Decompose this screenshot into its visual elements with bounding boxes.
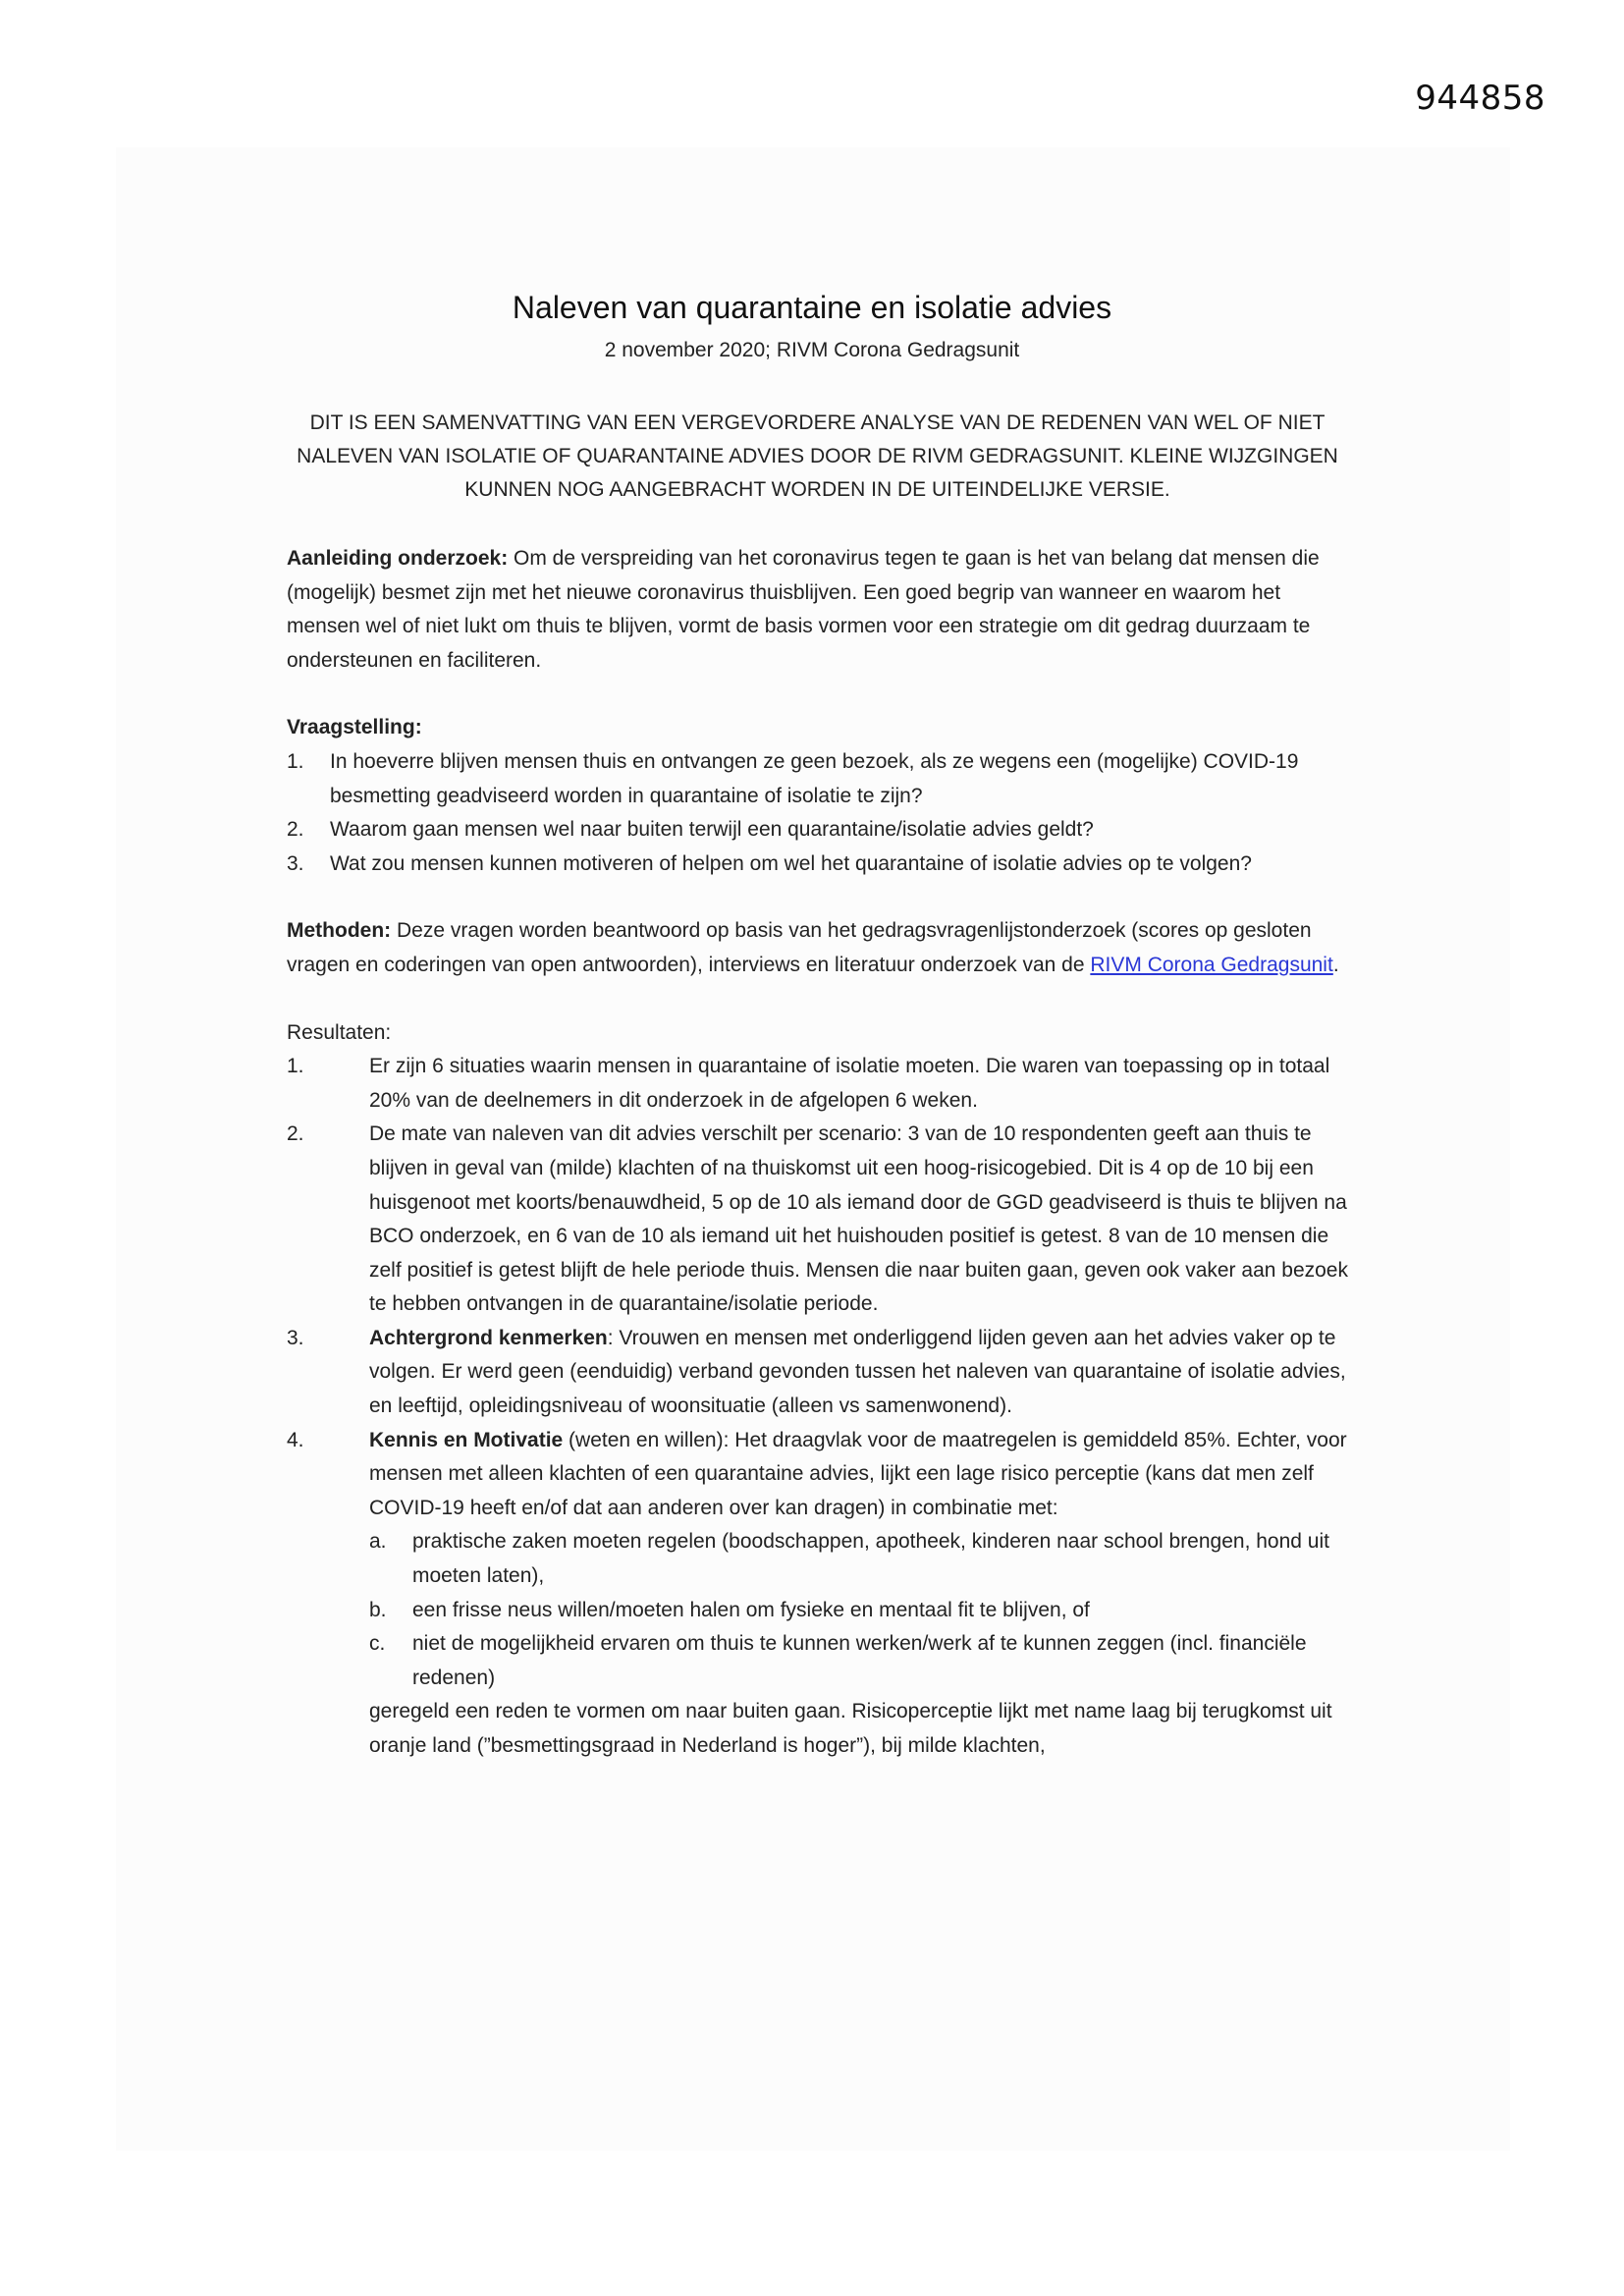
result-number: 1. — [287, 1055, 304, 1078]
list-item — [287, 745, 1357, 813]
sub-list-item — [369, 1594, 1357, 1628]
sub-list-letter: a. — [369, 1530, 387, 1554]
sub-list-letter: b. — [369, 1598, 387, 1621]
sub-list-item — [369, 1525, 1357, 1593]
methoden-end: . — [1332, 953, 1339, 976]
list-number: 1. — [287, 749, 304, 773]
result-number: 3. — [287, 1326, 304, 1349]
list-text: In hoeverre blijven mensen thuis en ontvangen ze geen bezoek, als ze wegens een (mogelijke) COVID-19 besmetting geadviseerd worden in quarantaine of isolatie te zijn? — [330, 749, 1299, 807]
sub-list-item — [369, 1627, 1357, 1695]
sub-list-letter: c. — [369, 1632, 386, 1656]
result-continuation: geregeld een reden te vormen om naar buiten gaan. Risicoperceptie lijkt met name laag bij terugkomst uit oranje land (”besmettingsgraad in Nederland is hoger”), bij milde klachten, — [369, 1700, 1332, 1757]
result-item — [287, 1322, 1357, 1424]
vraagstelling-heading: Vraagstelling: — [287, 716, 422, 739]
result-label: Achtergrond kenmerken — [369, 1326, 608, 1349]
document-number: 944858 — [1415, 79, 1545, 118]
result-text: (weten en willen): Het draagvlak voor de maatregelen is gemiddeld 85%. Echter, voor mensen met alleen klachten of een quarantaine advies, lijkt een lage risico perceptie (kans dat men zelf COVID-19 heeft en/of dat aan anderen over kan dragen) in combinatie met: — [369, 1428, 1347, 1519]
result-item — [287, 1424, 1357, 1764]
vraagstelling-list — [287, 745, 1357, 881]
result-label: Kennis en Motivatie — [369, 1428, 564, 1451]
summary-notice: DIT IS EEN SAMENVATTING VAN EEN VERGEVORDERE ANALYSE VAN DE REDENEN VAN WEL OF NIET NALEVEN VAN ISOLATIE OF QUARANTAINE ADVIES DOOR DE RIVM GEDRAGSUNIT. KLEINE WIJZGINGEN KUNNEN NOG AANGEBRACHT WORDEN IN DE UITEINDELIJKE VERSIE. — [297, 411, 1338, 501]
sub-list-text: niet de mogelijkheid ervaren om thuis te kunnen werken/werk af te kunnen zeggen (incl. financiële redenen) — [412, 1632, 1307, 1689]
aanleiding-text: Om de verspreiding van het coronavirus tegen te gaan is het van belang dat mensen die (mogelijk) besmet zijn met het nieuwe coronavirus thuisblijven. Een goed begrip van wanneer en waarom het mensen wel of niet lukt om thuis te blijven, vormt de basis vormen voor een strategie om dit gedrag duurzaam te ondersteunen en faciliteren. — [287, 547, 1320, 672]
result-number: 2. — [287, 1122, 304, 1146]
methoden-label: Methoden: — [287, 919, 392, 943]
result-number: 4. — [287, 1428, 304, 1451]
aanleiding-label: Aanleiding onderzoek: — [287, 547, 509, 570]
result-text: : Vrouwen en mensen met onderliggend lijden geven aan het advies vaker op te volgen. Er werd geen (eenduidig) verband gevonden tussen het naleven van quarantaine of isolatie advies, en leeftijd, opleidingsniveau of woonsituatie (alleen vs samenwonend). — [369, 1326, 1346, 1418]
list-number: 3. — [287, 851, 304, 875]
sub-list — [369, 1525, 1357, 1695]
methoden-text: Deze vragen worden beantwoord op basis van het gedragsvragenlijstonderzoek (scores op gesloten vragen en coderingen van open antwoorden), interviews en literatuur onderzoek van de — [287, 919, 1312, 976]
result-item — [287, 1118, 1357, 1322]
list-text: Waarom gaan mensen wel naar buiten terwijl een quarantaine/isolatie advies geldt? — [330, 818, 1094, 842]
result-text: Er zijn 6 situaties waarin mensen in quarantaine of isolatie moeten. Die waren van toepassing op in totaal 20% van de deelnemers in dit onderzoek in de afgelopen 6 weken. — [369, 1055, 1330, 1112]
list-item — [287, 813, 1357, 847]
gedragsunit-link[interactable]: RIVM Corona Gedragsunit — [1090, 953, 1333, 976]
methoden-paragraph — [287, 914, 1357, 982]
list-text: Wat zou mensen kunnen motiveren of helpen om wel het quarantaine of isolatie advies op te volgen? — [330, 851, 1252, 875]
sub-list-text: een frisse neus willen/moeten halen om fysieke en mentaal fit te blijven, of — [412, 1598, 1090, 1621]
sub-list-text: praktische zaken moeten regelen (boodschappen, apotheek, kinderen naar school brengen, hond uit moeten laten), — [412, 1530, 1329, 1588]
resultaten-list — [287, 1050, 1357, 1763]
list-item — [287, 847, 1357, 882]
aanleiding-paragraph — [287, 542, 1357, 678]
list-number: 2. — [287, 818, 304, 842]
result-item — [287, 1050, 1357, 1118]
page-subtitle: 2 november 2020; RIVM Corona Gedragsunit — [604, 339, 1020, 361]
resultaten-heading: Resultaten: — [287, 1020, 392, 1044]
page-title: Naleven van quarantaine en isolatie advies — [512, 290, 1112, 325]
result-text: De mate van naleven van dit advies verschilt per scenario: 3 van de 10 respondenten geeft aan thuis te blijven in geval van (milde) klachten of na thuiskomst uit een hoog-risicogebied. Dit is 4 op de 10 bij een huisgenoot met koorts/benauwdheid, 5 op de 10 als iemand door de GGD geadviseerd is thuis te blijven na BCO onderzoek, en 6 van de 10 als iemand uit het huishouden positief is getest. 8 van de 10 mensen die zelf positief is getest blijft de hele periode thuis. Mensen die naar buiten gaan, geven ook vaker aan bezoek te hebben ontvangen in de quarantaine/isolatie periode. — [369, 1122, 1348, 1316]
document-body — [287, 542, 1357, 1764]
